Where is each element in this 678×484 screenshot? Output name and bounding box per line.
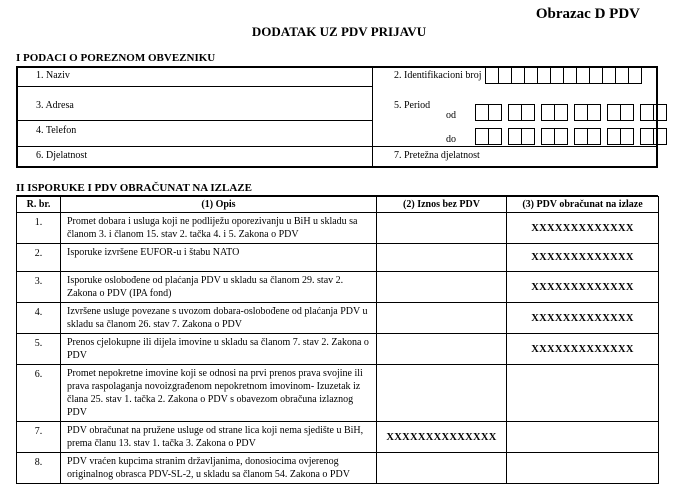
iznos-cell[interactable] (377, 213, 507, 244)
iznos-cell[interactable] (377, 303, 507, 334)
table-row (17, 213, 659, 244)
row-number: 2. (17, 244, 61, 272)
period-do-label: do (446, 134, 456, 145)
pdv-cell: XXXXXXXXXXXXX (507, 213, 659, 244)
pdv-cell[interactable] (507, 422, 659, 453)
table-row (17, 244, 659, 272)
pretezna-label: 7. Pretežna djelatnost (394, 150, 480, 161)
form-code: Obrazac D PDV (535, 6, 640, 22)
pdv-cell: XXXXXXXXXXXXX (507, 334, 659, 365)
pdv-cell[interactable] (507, 453, 659, 484)
pretezna-djelatnost-field[interactable] (372, 148, 658, 168)
table-row (17, 422, 659, 453)
col-rb-header: R. br. (17, 197, 61, 213)
row-description: Promet nepokretne imovine koji se odnosi na prvi prenos prava svojine ili prava raspolaganja novoizgrađenom nepokretnom imovinom- Izuzetak iz člana 25. stav 1. tačka 2. Zakona o PDV s obavezom obračuna izlaznog PDV (61, 365, 377, 422)
iznos-cell[interactable] (377, 453, 507, 484)
period-do-boxes[interactable] (476, 128, 667, 145)
telefon-field[interactable] (18, 123, 372, 145)
id-broj-boxes[interactable] (486, 67, 642, 84)
table-row (17, 453, 659, 484)
telefon-label: 4. Telefon (36, 125, 77, 136)
row-description: Isporuke oslobođene od plaćanja PDV u skladu sa članom 29. stav 2. Zakona o PDV (IPA fond) (61, 272, 377, 303)
period-od-label: od (446, 110, 456, 121)
page-title: DODATAK UZ PDV PRIJAVU (251, 24, 427, 39)
iznos-cell: XXXXXXXXXXXXXX (377, 422, 507, 453)
col-opis-header: (1) Opis (61, 197, 377, 213)
row-description: Izvršene usluge povezane s uvozom dobara-oslobođene od plaćanja PDV u skladu sa članom 26. stav 7. Zakona o PDV (61, 303, 377, 334)
row-number: 8. (17, 453, 61, 484)
table-row (17, 365, 659, 422)
naziv-label: 1. Naziv (36, 70, 70, 81)
row-description: Prenos cjelokupne ili dijela imovine u skladu sa članom 7. stav 2. Zakona o PDV (61, 334, 377, 365)
iznos-cell[interactable] (377, 334, 507, 365)
iznos-cell[interactable] (377, 365, 507, 422)
djelatnost-label: 6. Djelatnost (36, 150, 88, 161)
divider (18, 86, 372, 87)
row-description: PDV vraćen kupcima stranim državljanima, donosiocima ovjerenog originalnog obrasca PDV-SL-2, u skladu sa članom 54. Zakona o PDV (61, 453, 377, 484)
table-row (17, 334, 659, 365)
djelatnost-field[interactable] (18, 148, 372, 168)
table-top-border (16, 195, 658, 197)
taxpayer-info-box (16, 66, 658, 168)
row-number: 7. (17, 422, 61, 453)
id-broj-label: 2. Identifikacioni broj (394, 70, 482, 81)
section1-title: I PODACI O POREZNOM OBVEZNIKU (16, 52, 216, 64)
naziv-field[interactable] (18, 68, 372, 86)
period-label: 5. Period (394, 100, 431, 111)
pdv-cell: XXXXXXXXXXXXX (507, 244, 659, 272)
row-number: 4. (17, 303, 61, 334)
row-number: 3. (17, 272, 61, 303)
row-number: 5. (17, 334, 61, 365)
col-pdv-header: (3) PDV obračunat na izlaze (507, 197, 659, 213)
isporuke-table (16, 196, 659, 484)
pdv-cell: XXXXXXXXXXXXX (507, 272, 659, 303)
row-description: Isporuke izvršene EUFOR-u i štabu NATO (61, 244, 377, 272)
row-description: PDV obračunat na pružene usluge od strane lica koji nema sjedište u BiH, prema članu 13. stav 1. tačka 3. Zakona o PDV (61, 422, 377, 453)
iznos-cell[interactable] (377, 244, 507, 272)
table-row (17, 303, 659, 334)
iznos-cell[interactable] (377, 272, 507, 303)
col-iznos-header: (2) Iznos bez PDV (377, 197, 507, 213)
row-number: 6. (17, 365, 61, 422)
divider (18, 146, 658, 147)
section2-title: II ISPORUKE I PDV OBRAČUNAT NA IZLAZE (16, 182, 252, 194)
pdv-cell: XXXXXXXXXXXXX (507, 303, 659, 334)
table-row (17, 272, 659, 303)
pdv-cell[interactable] (507, 365, 659, 422)
divider (18, 120, 372, 121)
adresa-field[interactable] (18, 98, 372, 120)
row-number: 1. (17, 213, 61, 244)
adresa-label: 3. Adresa (36, 100, 74, 111)
row-description: Promet dobara i usluga koji ne podliježu oporezivanju u BiH u skladu sa članom 3. i članom 15. stav 2. tačka 4. i 5. Zakona o PDV (61, 213, 377, 244)
table-header-row (17, 197, 659, 213)
period-od-boxes[interactable] (476, 104, 667, 121)
